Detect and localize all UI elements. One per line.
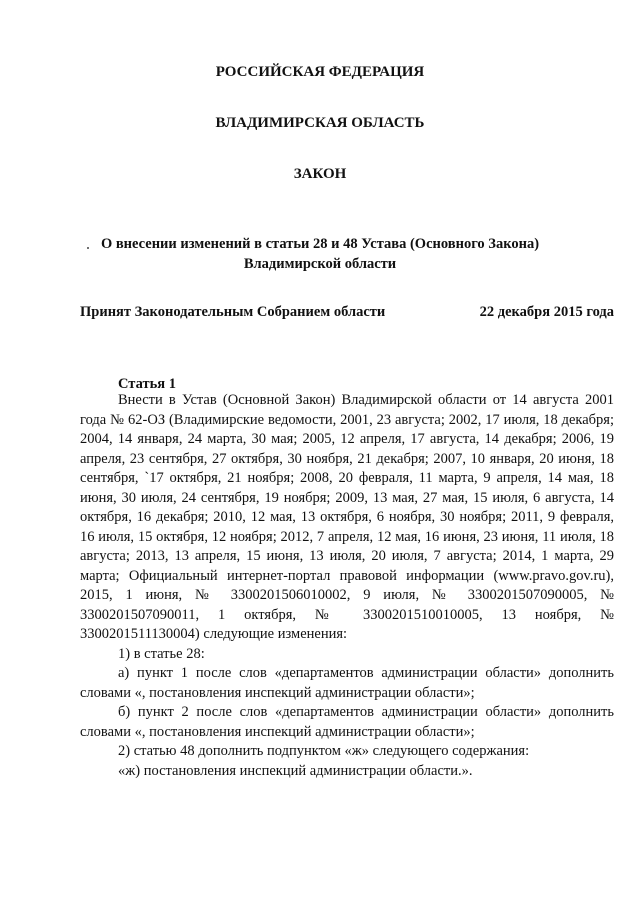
adoption-date: 22 декабря 2015 года [479,304,614,320]
article-body [80,391,614,781]
item-1: 1) в статье 28: [118,645,205,662]
item-2-text: «ж) постановления инспекций администрации области.». [118,762,473,779]
doc-type-heading: ЗАКОН [293,166,347,182]
region-heading: ВЛАДИМИРСКАЯ ОБЛАСТЬ [215,115,425,131]
item-1a: а) пункт 1 после слов «департаментов администрации области» дополнить словами «, постановления инспекций администрации области»; [80,665,614,701]
article-intro-paragraph: Внести в Устав (Основной Закон) Владимирской области от 14 августа 2001 года № 62-ОЗ (Владимирские ведомости, 2001, 23 августа; 2002, 17 июля, 18 декабря; 2004, 14 января, 24 марта, 30 мая; 2005, 12 апреля, 17 августа, 14 декабря; 2006, 19 апреля, 23 сентября, 27 октября, 30 ноября, 21 декабря; 2007, 10 января, 20 июня, 18 сентября, `17 октября, 21 ноября; 2008, 20 февраля, 11 марта, 9 апреля, 14 мая, 18 июня, 30 июля, 24 сентября, 19 ноября; 2009, 13 мая, 27 мая, 15 июля, 6 августа, 14 октября, 16 декабря; 2010, 12 мая, 13 октября, 6 ноября, 30 ноября; 2011, 9 февраля, 16 июля, 15 октября, 12 ноября; 2012, 7 апреля, 12 мая, 16 июня, 23 июня, 11 июля, 18 августа; 2013, 13 апреля, 15 июня, 13 июля, 20 июля, 7 августа; 2014, 1 марта, 29 марта; Официальный интернет-портал правовой информации (www.pravo.gov.ru), 2015, 1 июня, № 3300201506010002, 9 июля, № 3300201507090005, № 3300201507090011, 1 октября, № 3300201510010005, 13 ноября, № 3300201511130004) следующие изменения: [80,392,614,642]
adoption-line [80,304,614,321]
adopted-by: Принят Законодательным Собранием области [80,304,386,320]
article-heading: Статья 1 [118,376,176,392]
item-1b: б) пункт 2 после слов «департаментов администрации области» дополнить словами «, постановления инспекций администрации области»; [80,704,614,740]
law-title-line2: Владимирской области [243,256,397,272]
law-title [0,234,640,274]
item-2: 2) статью 48 дополнить подпунктом «ж» следующего содержания: [118,743,530,759]
federation-heading: РОССИЙСКАЯ ФЕДЕРАЦИЯ [215,64,425,80]
law-title-line1: О внесении изменений в статьи 28 и 48 Устава (Основного Закона) [100,236,540,252]
